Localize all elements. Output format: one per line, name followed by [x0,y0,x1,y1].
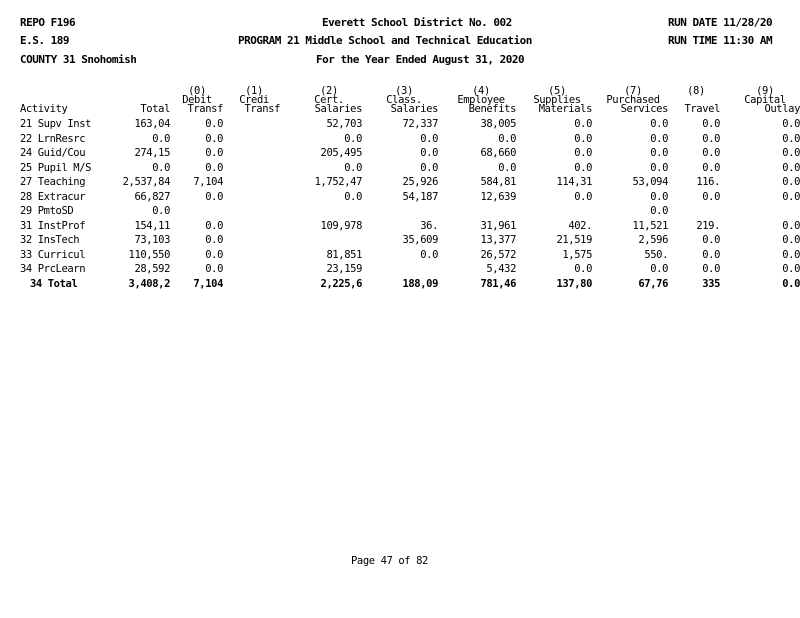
column-header-line2: Services [620,104,668,115]
column-header-line2: Salaries [314,104,362,115]
value-cell: 0.0 [205,220,223,231]
value-cell: 0.0 [205,133,223,144]
column-number: (0) [188,86,206,97]
value-cell: 0.0 [205,235,223,246]
column-header-line1: Purchased [606,95,660,106]
total-value-cell: 3,408,2 [128,278,170,289]
value-cell: 0.0 [650,162,668,173]
value-cell: 81,851 [326,249,362,260]
value-cell: 0.0 [782,162,800,173]
value-cell: 0.0 [650,133,668,144]
value-cell: 550. [644,249,668,260]
activity-cell: 28 Extracur [20,191,86,202]
page-number: Page 47 of 82 [351,555,428,567]
value-cell: 68,660 [480,148,516,159]
value-cell: 0.0 [205,148,223,159]
value-cell: 7,104 [193,177,223,188]
value-cell: 21,519 [556,235,592,246]
value-cell: 0.0 [574,191,592,202]
value-cell: 0.0 [650,264,668,275]
value-cell: 0.0 [420,249,438,260]
value-cell: 0.0 [205,264,223,275]
value-cell: 0.0 [782,119,800,130]
value-cell: 0.0 [344,162,362,173]
value-cell: 13,377 [480,235,516,246]
report-id: REPO F196 [20,16,76,29]
value-cell: 0.0 [702,191,720,202]
column-header-line2: Outlay [764,104,800,115]
value-cell: 0.0 [782,191,800,202]
value-cell: 0.0 [152,206,170,217]
value-cell: 0.0 [420,148,438,159]
value-cell: 28,592 [134,264,170,275]
value-cell: 0.0 [420,133,438,144]
value-cell: 110,550 [128,249,170,260]
period-label: For the Year Ended August 31, 2020 [316,53,525,66]
activity-cell: 25 Pupil M/S [20,162,92,173]
column-header-line1: Class. [386,95,422,106]
esd-label: E.S. 189 [20,34,69,47]
value-cell: 0.0 [420,162,438,173]
column-number: (4) [472,86,490,97]
column-header-line1: Cert. [314,95,344,106]
value-cell: 205,495 [320,148,362,159]
column-header-line1: Credi [239,95,269,106]
column-number: (8) [687,86,705,97]
value-cell: 0.0 [205,191,223,202]
value-cell: 0.0 [152,133,170,144]
value-cell: 0.0 [702,162,720,173]
column-header-line1: Supplies [533,95,581,106]
column-header-line2: Salaries [390,104,438,115]
total-value-cell: 781,46 [480,278,516,289]
value-cell: 31,961 [480,220,516,231]
column-header-line2: Total [140,104,170,115]
activity-cell: 24 Guid/Cou [20,148,86,159]
value-cell: 0.0 [344,133,362,144]
value-cell: 402. [568,220,592,231]
value-cell: 72,337 [402,119,438,130]
value-cell: 0.0 [574,162,592,173]
value-cell: 116. [696,177,720,188]
value-cell: 35,609 [402,235,438,246]
value-cell: 0.0 [782,177,800,188]
value-cell: 0.0 [344,191,362,202]
value-cell: 1,575 [562,249,592,260]
value-cell: 0.0 [574,264,592,275]
value-cell: 73,103 [134,235,170,246]
column-number: (2) [320,86,338,97]
value-cell: 12,639 [480,191,516,202]
value-cell: 274,15 [134,148,170,159]
column-header-line2: Travel [684,104,720,115]
column-header-line2: Transf [244,104,280,115]
total-label: 34 Total [30,278,78,289]
value-cell: 52,703 [326,119,362,130]
value-cell: 109,978 [320,220,362,231]
activity-cell: 22 LrnResrc [20,133,86,144]
value-cell: 0.0 [574,133,592,144]
value-cell: 0.0 [702,119,720,130]
value-cell: 0.0 [702,148,720,159]
value-cell: 0.0 [574,148,592,159]
total-value-cell: 0.0 [782,278,800,289]
column-header-line1: Debit [182,95,212,106]
activity-cell: 27 Teaching [20,177,86,188]
value-cell: 38,005 [480,119,516,130]
value-cell: 5,432 [486,264,516,275]
value-cell: 0.0 [782,235,800,246]
value-cell: 0.0 [782,220,800,231]
value-cell: 1,752,47 [314,177,362,188]
run-date: RUN DATE 11/28/20 [668,16,773,29]
value-cell: 11,521 [632,220,668,231]
value-cell: 54,187 [402,191,438,202]
value-cell: 2,596 [638,235,668,246]
value-cell: 0.0 [702,264,720,275]
total-value-cell: 335 [702,278,720,289]
program-label: PROGRAM 21 Middle School and Technical Education [238,34,532,47]
value-cell: 0.0 [205,162,223,173]
column-header-line1: Capital [744,95,786,106]
total-value-cell: 7,104 [193,278,223,289]
total-value-cell: 2,225,6 [320,278,362,289]
column-number: (9) [756,86,774,97]
value-cell: 0.0 [574,119,592,130]
value-cell: 0.0 [650,191,668,202]
value-cell: 114,31 [556,177,592,188]
value-cell: 53,094 [632,177,668,188]
value-cell: 0.0 [650,148,668,159]
column-header-line1: Employee [457,95,505,106]
value-cell: 0.0 [498,162,516,173]
activity-cell: 34 PrcLearn [20,264,86,275]
value-cell: 0.0 [782,249,800,260]
activity-cell: 21 Supv Inst [20,119,92,130]
total-value-cell: 188,09 [402,278,438,289]
value-cell: 0.0 [702,249,720,260]
activity-cell: 31 InstProf [20,220,86,231]
county-label: COUNTY 31 Snohomish [20,53,137,66]
column-number: (3) [395,86,413,97]
column-number: (5) [548,86,566,97]
value-cell: 23,159 [326,264,362,275]
value-cell: 66,827 [134,191,170,202]
column-header-line2: Activity [20,104,68,115]
value-cell: 0.0 [782,148,800,159]
value-cell: 0.0 [205,119,223,130]
value-cell: 0.0 [650,206,668,217]
column-header-line2: Materials [538,104,592,115]
activity-cell: 29 PmtoSD [20,206,74,217]
run-time: RUN TIME 11:30 AM [668,34,773,47]
value-cell: 0.0 [702,133,720,144]
value-cell: 36. [420,220,438,231]
value-cell: 163,04 [134,119,170,130]
value-cell: 0.0 [782,133,800,144]
value-cell: 154,11 [134,220,170,231]
activity-cell: 33 Curricul [20,249,86,260]
value-cell: 0.0 [498,133,516,144]
column-number: (7) [624,86,642,97]
school-district-label: Everett School District No. 002 [322,16,512,29]
value-cell: 0.0 [702,235,720,246]
column-number: (1) [245,86,263,97]
value-cell: 219. [696,220,720,231]
column-header-line2: Benefits [468,104,516,115]
total-value-cell: 67,76 [638,278,668,289]
value-cell: 26,572 [480,249,516,260]
value-cell: 0.0 [205,249,223,260]
total-value-cell: 137,80 [556,278,592,289]
value-cell: 0.0 [152,162,170,173]
activity-cell: 32 InsTech [20,235,80,246]
value-cell: 584,81 [480,177,516,188]
value-cell: 0.0 [782,264,800,275]
value-cell: 2,537,84 [122,177,170,188]
value-cell: 25,926 [402,177,438,188]
column-header-line2: Transf [187,104,223,115]
value-cell: 0.0 [650,119,668,130]
